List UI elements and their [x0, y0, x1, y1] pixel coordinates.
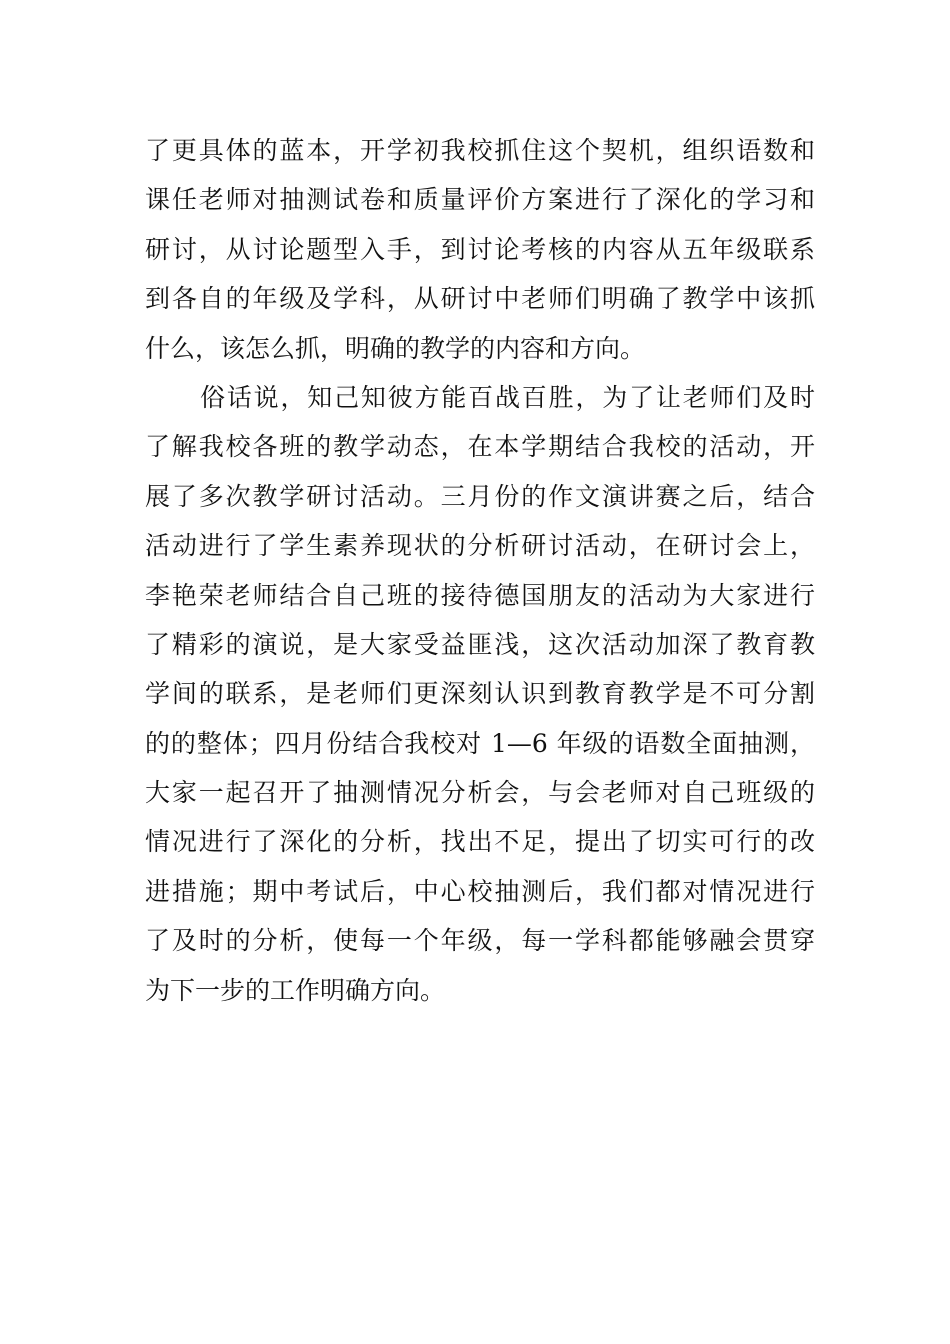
paragraph-2-line-10: 情况进行了深化的分析，找出不足，提出了切实可行的改 — [145, 827, 815, 857]
paragraph-2-line-3: 展了多次教学研讨活动。三月份的作文演讲赛之后，结合 — [145, 481, 815, 511]
paragraph-1-line-5: 什么，该怎么抓，明确的教学的内容和方向。 — [145, 333, 646, 363]
paragraph-2-line-12: 了及时的分析，使每一个年级，每一学科都能够融会贯穿 — [145, 926, 815, 956]
paragraph-2-line-5: 李艳荣老师结合自己班的接待德国朋友的活动为大家进行 — [145, 580, 815, 610]
paragraph-2-line-9: 大家一起召开了抽测情况分析会，与会老师对自己班级的 — [145, 778, 815, 808]
paragraph-1-line-4: 到各自的年级及学科，从研讨中老师们明确了教学中该抓 — [145, 284, 815, 314]
paragraph-2-line-6: 了精彩的演说，是大家受益匪浅，这次活动加深了教育教 — [145, 629, 815, 659]
paragraph-1-line-3: 研讨，从讨论题型入手，到讨论考核的内容从五年级联系 — [145, 234, 815, 264]
paragraph-1-line-2: 课任老师对抽测试卷和质量评价方案进行了深化的学习和 — [145, 185, 815, 215]
paragraph-2-line-2: 了解我校各班的教学动态，在本学期结合我校的活动，开 — [145, 432, 815, 462]
body-text — [145, 126, 815, 1015]
paragraph-2-line-7: 学间的联系，是老师们更深刻认识到教育教学是不可分割 — [145, 679, 815, 709]
paragraph-2-line-1: 俗话说，知己知彼方能百战百胜，为了让老师们及时 — [200, 382, 815, 412]
paragraph-2-line-11: 进措施；期中考试后，中心校抽测后，我们都对情况进行 — [145, 876, 815, 906]
paragraph-2-line-4: 活动进行了学生素养现状的分析研讨活动，在研讨会上， — [145, 531, 815, 561]
paragraph-2-line-8: 的的整体；四月份结合我校对 1—6 年级的语数全面抽测， — [145, 728, 815, 758]
paragraph-1-line-1: 了更具体的蓝本，开学初我校抓住这个契机，组织语数和 — [145, 136, 815, 165]
paragraph-2-line-13: 为下一步的工作明确方向。 — [145, 975, 446, 1005]
